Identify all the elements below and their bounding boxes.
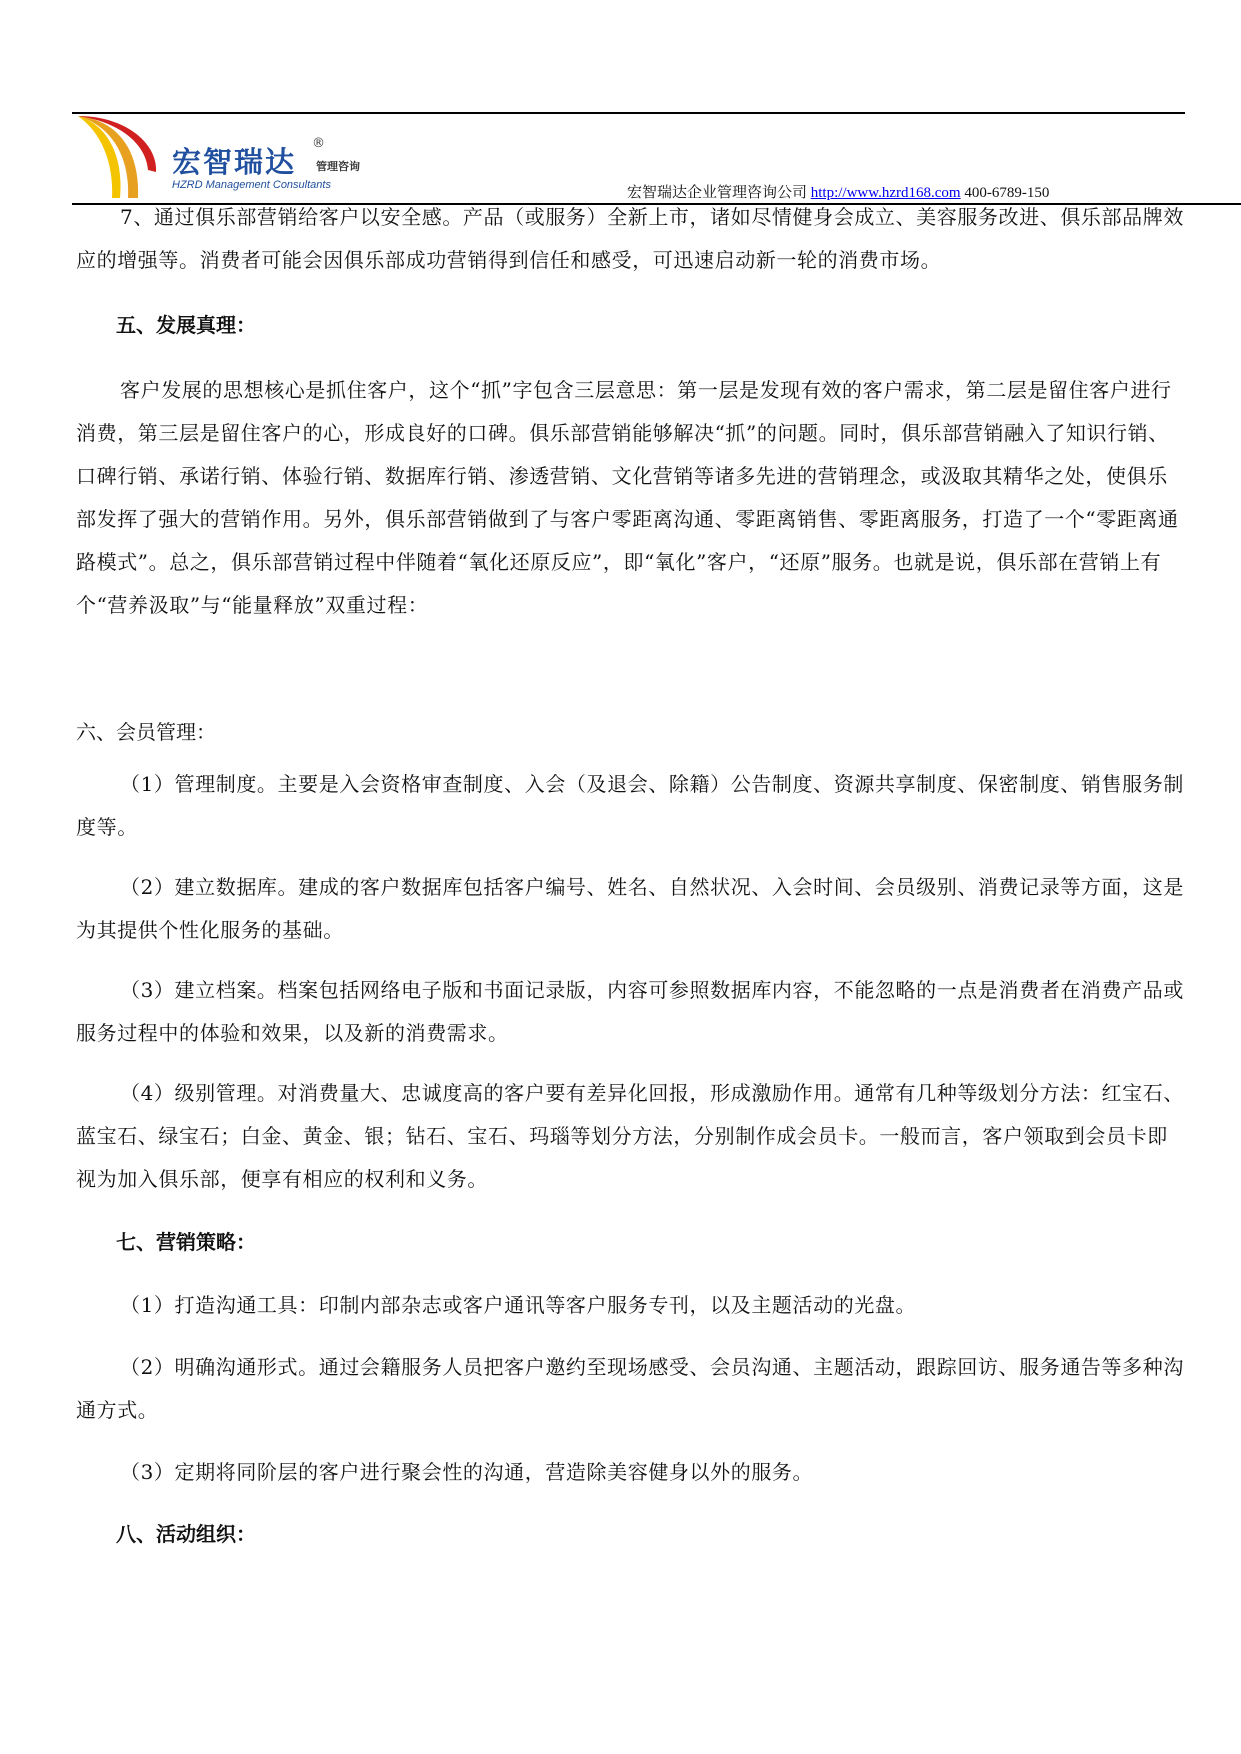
- heading-6: 六、会员管理：: [76, 720, 216, 744]
- paragraph-6-1: （1）管理制度。主要是入会资格审查制度、入会（及退会、除籍）公告制度、资源共享制度、保密制度、销售服务制度等。: [76, 772, 1184, 839]
- company-website-link[interactable]: http://www.hzrd168.com: [810, 185, 961, 201]
- paragraph-7-1: （1）打造沟通工具：印制内部杂志或客户通讯等客户服务专刊，以及主题活动的光盘。: [120, 1293, 917, 1317]
- brand-tagline: 管理咨询: [316, 160, 360, 173]
- brand-name-cn: 宏智瑞达: [172, 145, 297, 179]
- paragraph-6-2: （2）建立数据库。建成的客户数据库包括客户编号、姓名、自然状况、入会时间、会员级别、消费记录等方面，这是为其提供个性化服务的基础。: [76, 875, 1184, 942]
- paragraph-5: 客户发展的思想核心是抓住客户，这个“抓”字包含三层意思：第一层是发现有效的客户需求，第二层是留住客户进行消费，第三层是留住客户的心，形成良好的口碑。俱乐部营销能够解决“抓”的问题。同时，俱乐部营销融入了知识行销、口碑行销、承诺行销、体验行销、数据库行销、渗透营销、文化营销等诸多先进的营销理念，或汲取其精华之处，使俱乐部发挥了强大的营销作用。另外，俱乐部营销做到了与客户零距离沟通、零距离销售、零距离服务，打造了一个“零距离通路模式”。总之，俱乐部营销过程中伴随着“氧化还原反应”，即“氧化”客户，“还原”服务。也就是说，俱乐部在营销上有个“营养汲取”与“能量释放”双重过程：: [76, 378, 1179, 617]
- paragraph-7-3: （3）定期将同阶层的客户进行聚会性的沟通，营造除美容健身以外的服务。: [120, 1460, 814, 1484]
- paragraph-7: 7、通过俱乐部营销给客户以安全感。产品（或服务）全新上市，诸如尽情健身会成立、美容服务改进、俱乐部品牌效应的增强等。消费者可能会因俱乐部成功营销得到信任和感受，可迅速启动新一轮的消费市场。: [76, 205, 1184, 272]
- heading-8: 八、活动组织：: [116, 1522, 256, 1546]
- company-name: 宏智瑞达企业管理咨询公司: [627, 185, 808, 201]
- brand-name-en: HZRD Management Consultants: [172, 179, 331, 191]
- company-phone: 400-6789-150: [964, 185, 1050, 201]
- heading-5: 五、发展真理：: [116, 313, 256, 337]
- paragraph-6-4: （4）级别管理。对消费量大、忠诚度高的客户要有差异化回报，形成激励作用。通常有几种等级划分方法：红宝石、蓝宝石、绿宝石；白金、黄金、银；钻石、宝石、玛瑙等划分方法，分别制作成会员卡。一般而言，客户领取到会员卡即视为加入俱乐部，便享有相应的权利和义务。: [76, 1081, 1184, 1191]
- registered-mark: ®: [312, 136, 325, 151]
- paragraph-7-2: （2）明确沟通形式。通过会籍服务人员把客户邀约至现场感受、会员沟通、主题活动，跟踪回访、服务通告等多种沟通方式。: [76, 1355, 1184, 1422]
- document-body: [76, 204, 1184, 1556]
- heading-7: 七、营销策略：: [116, 1230, 256, 1254]
- paragraph-6-3: （3）建立档案。档案包括网络电子版和书面记录版，内容可参照数据库内容，不能忽略的一点是消费者在消费产品或服务过程中的体验和效果，以及新的消费需求。: [76, 978, 1184, 1045]
